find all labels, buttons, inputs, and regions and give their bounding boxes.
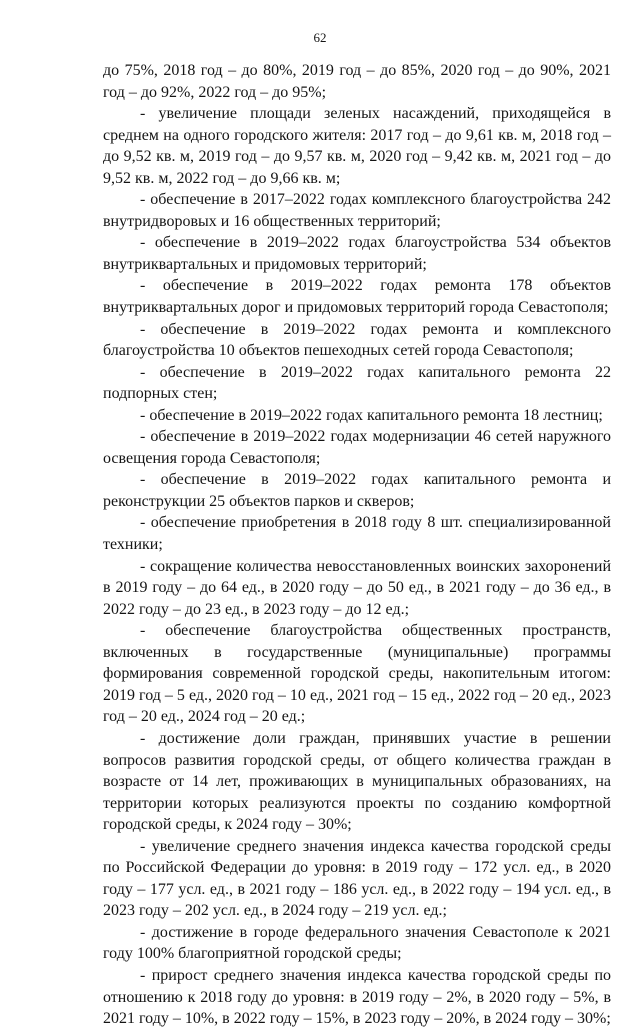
list-item-road-repair: - обеспечение в 2019–2022 годах ремонта 178 объектов внутриквартальных дорог и придомовых территорий города Севастополя; [103,277,611,317]
list-item-quality-index: - увеличение среднего значения индекса качества городской среды по Российской Федерации до уровня: в 2019 году – 172 усл. ед., в 2020 году – 177 усл. ед., в 2021 году – 186 усл. ед., в 2022 году – 194 усл. ед., в 2023 году – 202 усл. ед., в 2024 году – 219 усл. ед.; [103,837,611,920]
list-item-war-graves: - сокращение количества невосстановленных воинских захоронений в 2019 году – до 64 ед., в 2020 году – до 50 ед., в 2021 году – до 36 ед., в 2022 году – до 23 ед., в 2023 году – до 12 ед.; [103,557,611,618]
list-item-green-area: - увеличение площади зеленых насаждений, приходящейся в среднем на одного городского жителя: 2017 год – до 9,61 кв. м, 2018 год – до 9,52 кв. м, 2019 год – до 9,57 кв. м, 2020 год – 9,42 кв. м, 2021 год – до 9,52 кв. м, 2022 год – до 9,66 кв. м; [103,105,611,187]
list-item-citizen-participation: - достижение доли граждан, принявших участие в решении вопросов развития городской среды, от общего количества граждан в возрасте от 14 лет, проживающих в муниципальных образованиях, на территории которых реализуются проекты по созданию комфортной городской среды, к 2024 году – 30%; [103,729,611,834]
document-body [103,60,611,1030]
list-item-equipment: - обеспечение приобретения в 2018 году 8 шт. специализированной техники; [103,514,611,554]
list-item-retaining-walls: - обеспечение в 2019–2022 годах капитального ремонта 22 подпорных стен; [103,363,611,403]
paragraph-continuation: до 75%, 2018 год – до 80%, 2019 год – до 85%, 2020 год – до 90%, 2021 год – до 92%, 2022 год – до 95%; [103,62,611,101]
list-item-lighting: - обеспечение в 2019–2022 годах модернизации 46 сетей наружного освещения города Севастополя; [103,428,611,467]
page-number: 62 [313,30,327,45]
list-item-public-spaces: - обеспечение благоустройства общественных пространств, включенных в государственные (муниципальные) программы формирования современной городской среды, накопительным итогом: 2019 год – 5 ед., 2020 год – 10 ед., 2021 год – 15 ед., 2022 год – 20 ед., 2023 год – 20 ед., 2024 год – 20 ед.; [103,622,611,726]
list-item-pedestrian-networks: - обеспечение в 2019–2022 годах ремонта и комплексного благоустройства 10 объектов пешеходных сетей города Севастополя; [103,320,611,360]
list-item-index-growth: - прирост среднего значения индекса качества городской среды по отношению к 2018 году до уровня: в 2019 году – 2%, в 2020 году – 5%, в 2021 году – 10%, в 2022 году – 15%, в 2023 году – 20%, в 2024 году – 30%; [103,966,611,1028]
list-item-favorable-environment: - достижение в городе федерального значения Севастополе к 2021 году 100% благоприятной городской среды; [103,923,611,963]
list-item-stairs: - обеспечение в 2019–2022 годах капитального ремонта 18 лестниц; [140,406,603,424]
list-item-intra-block-improvement: - обеспечение в 2019–2022 годах благоустройства 534 объектов внутриквартальных и придомовых территорий; [103,234,611,273]
list-item-parks: - обеспечение в 2019–2022 годах капитального ремонта и реконструкции 25 объектов парков и скверов; [103,471,611,510]
list-item-complex-improvement: - обеспечение в 2017–2022 годах комплексного благоустройства 242 внутридворовых и 16 общественных территорий; [103,191,611,230]
